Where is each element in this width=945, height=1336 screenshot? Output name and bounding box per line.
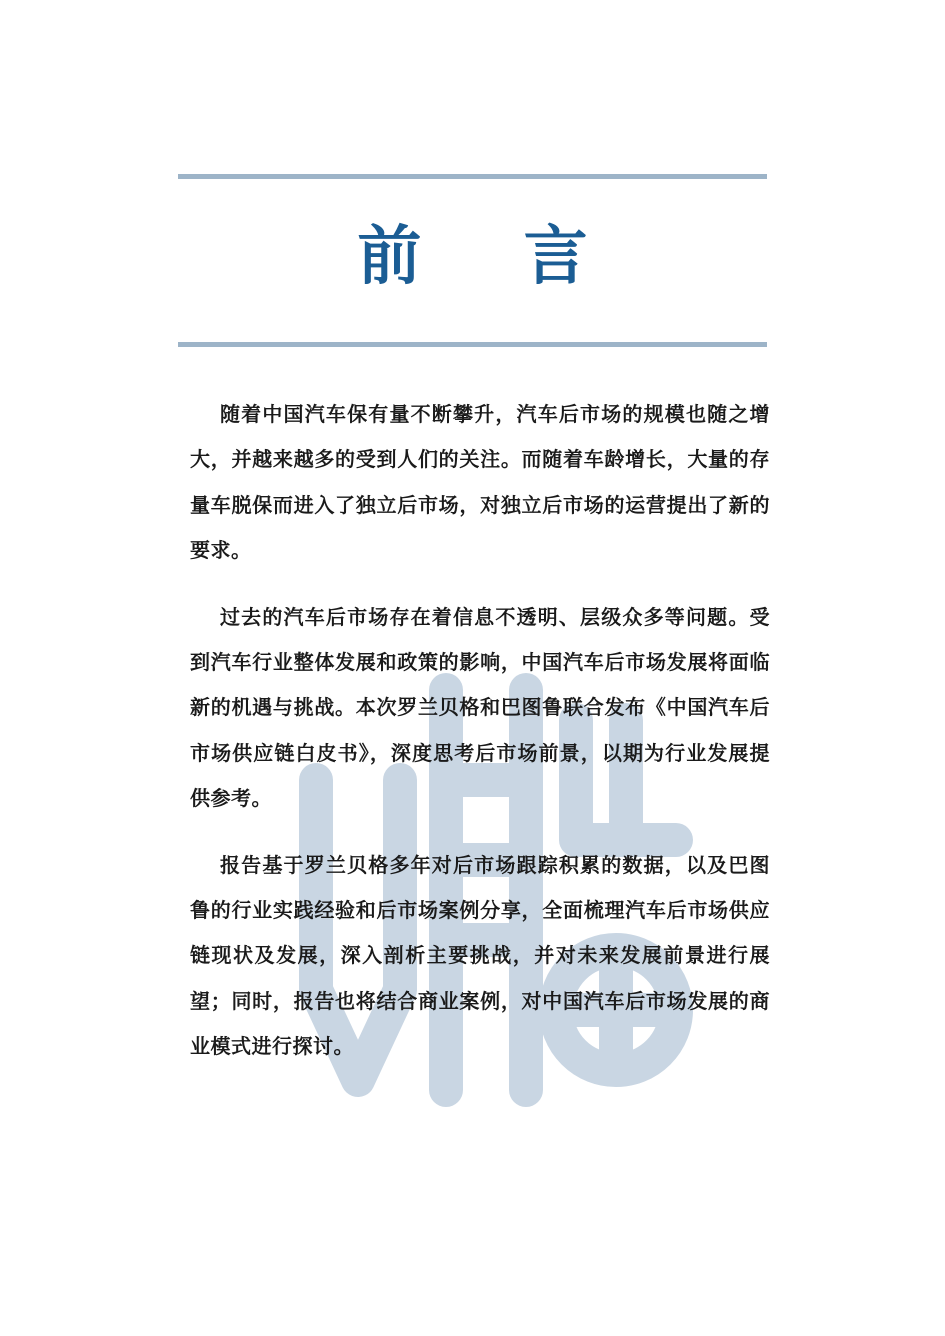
paragraph: 报告基于罗兰贝格多年对后市场跟踪积累的数据，以及巴图鲁的行业实践经验和后市场案例分享，全面梳理汽车后市场供应链现状及发展，深入剖析主要挑战，并对未来发展前景进行展望；同时，报告也将结合商业案例，对中国汽车后市场发展的商业模式进行探讨。 xyxy=(190,852,770,1059)
page-title: 前 言 xyxy=(357,220,628,294)
paragraph: 随着中国汽车保有量不断攀升，汽车后市场的规模也随之增大，并越来越多的受到人们的关注。而随着车龄增长，大量的存量车脱保而进入了独立后市场，对独立后市场的运营提出了新的要求。 xyxy=(190,402,770,563)
bottom-divider xyxy=(178,342,767,347)
paragraph: 过去的汽车后市场存在着信息不透明、层级众多等问题。受到汽车行业整体发展和政策的影响，中国汽车后市场发展将面临新的机遇与挑战。本次罗兰贝格和巴图鲁联合发布《中国汽车后市场供应链白皮书》，深度思考后市场前景，以期为行业发展提供参考。 xyxy=(190,604,770,811)
preface-body xyxy=(190,392,770,1091)
top-divider xyxy=(178,174,767,179)
